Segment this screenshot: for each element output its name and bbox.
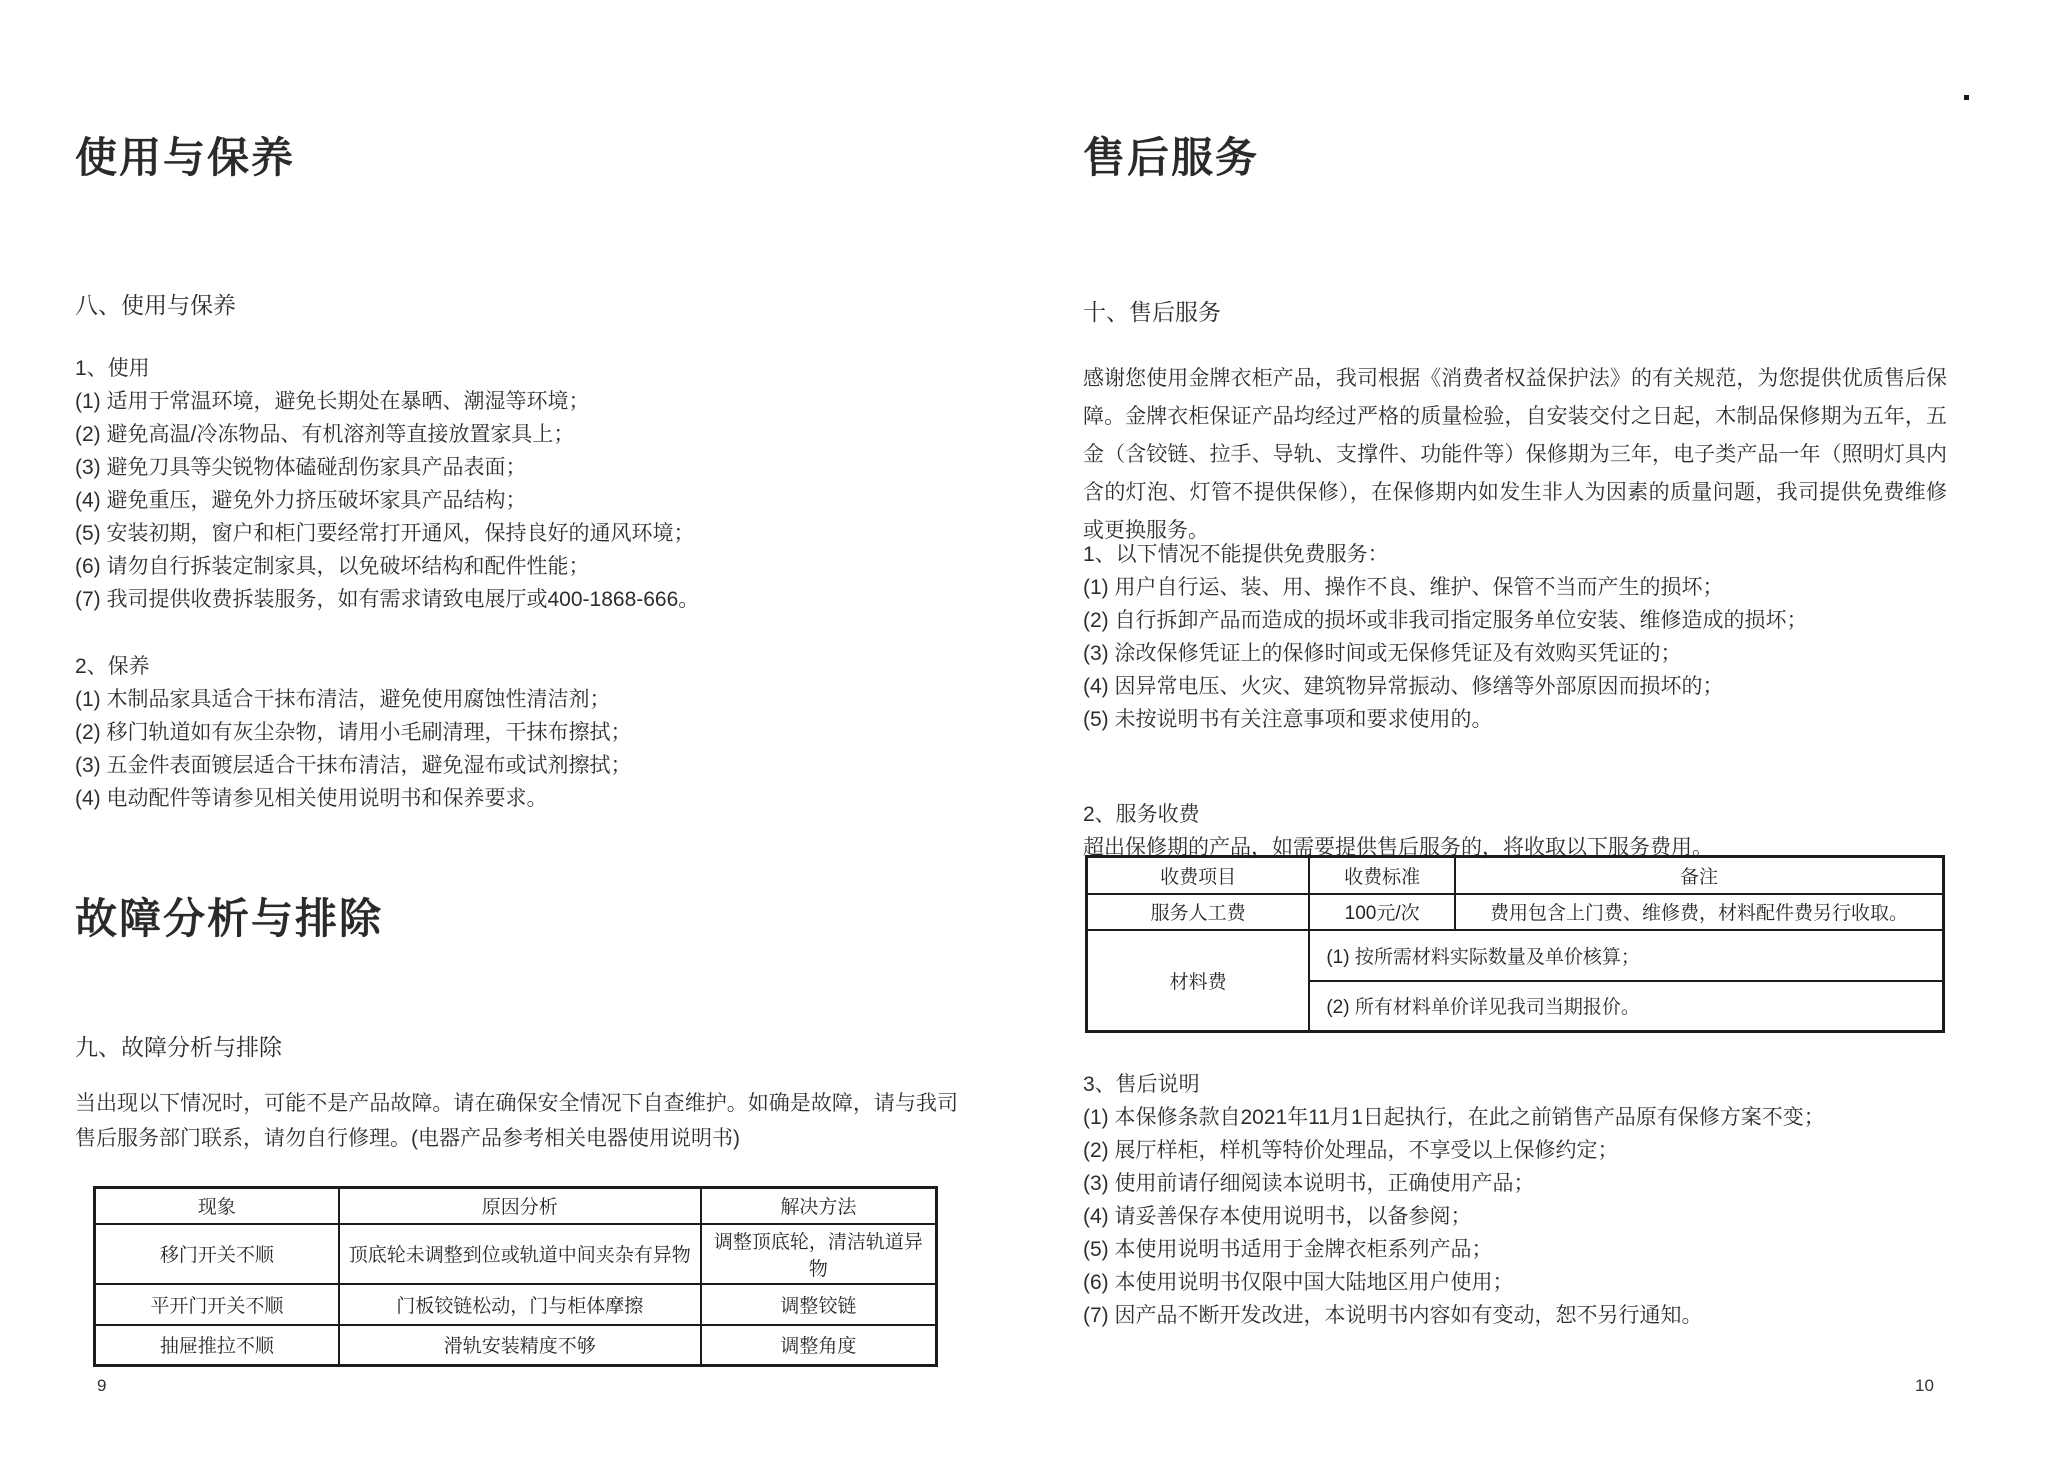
section-heading-10: 十、售后服务 <box>1083 299 1221 325</box>
list-item: (3) 使用前请仔细阅读本说明书，正确使用产品； <box>1083 1172 1535 1195</box>
table-cell: 调整顶底轮，清洁轨道异物 <box>701 1224 937 1284</box>
list-item: (1) 适用于常温环境，避免长期处在暴晒、潮湿等环境； <box>75 390 590 413</box>
table-row <box>1087 894 1944 930</box>
list-item: (4) 避免重压，避免外力挤压破坏家具产品结构； <box>75 489 527 512</box>
list-item: (7) 我司提供收费拆装服务，如有需求请致电展厅或400-1868-666。 <box>75 588 700 611</box>
column-header: 备注 <box>1455 857 1944 894</box>
table-cell: 抽屉推拉不顺 <box>95 1325 339 1366</box>
table-cell: 费用包含上门费、维修费，材料配件费另行收取。 <box>1455 894 1944 930</box>
table-header-row <box>1087 857 1944 894</box>
fee-table <box>1085 855 1945 1033</box>
corner-dot <box>1964 95 1969 100</box>
list-item: (2) 移门轨道如有灰尘杂物，请用小毛刷清理，干抹布擦拭； <box>75 721 632 744</box>
use-list <box>75 352 958 616</box>
free-service-heading: 1、以下情况不能提供免费服务： <box>1083 543 1389 566</box>
table-cell: 移门开关不顺 <box>95 1224 339 1284</box>
use-list-heading: 1、使用 <box>75 357 150 380</box>
list-item: (4) 因异常电压、火灾、建筑物异常振动、修缮等外部原因而损坏的； <box>1083 675 1724 698</box>
table-cell: 顶底轮未调整到位或轨道中间夹杂有异物 <box>339 1224 701 1284</box>
list-item: (2) 展厅样柜，样机等特价处理品，不享受以上保修约定； <box>1083 1139 1619 1162</box>
free-service-list <box>1083 538 1947 736</box>
column-header: 收费标准 <box>1309 857 1455 894</box>
list-item: (5) 未按说明书有关注意事项和要求使用的。 <box>1083 708 1493 731</box>
list-item: (4) 电动配件等请参见相关使用说明书和保养要求。 <box>75 787 548 810</box>
list-item: (1) 本保修条款自2021年11月1日起执行，在此之前销售产品原有保修方案不变； <box>1083 1106 1825 1129</box>
list-item: (7) 因产品不断开发改进，本说明书内容如有变动，恕不另行通知。 <box>1083 1304 1703 1327</box>
column-header: 原因分析 <box>339 1188 701 1224</box>
column-header: 现象 <box>95 1188 339 1224</box>
care-list-heading: 2、保养 <box>75 655 150 678</box>
list-item: (3) 五金件表面镀层适合干抹布清洁，避免湿布或试剂擦拭； <box>75 754 632 777</box>
section-heading-8: 八、使用与保养 <box>75 292 236 318</box>
fee-intro: 超出保修期的产品，如需要提供售后服务的，将收取以下服务费用。 <box>1083 836 1713 859</box>
list-item: (6) 本使用说明书仅限中国大陆地区用户使用； <box>1083 1271 1514 1294</box>
section-heading-9: 九、故障分析与排除 <box>75 1034 282 1060</box>
list-item: (3) 避免刀具等尖锐物体磕碰刮伤家具产品表面； <box>75 456 527 479</box>
list-item: (3) 涂改保修凭证上的保修时间或无保修凭证及有效购买凭证的； <box>1083 642 1682 665</box>
table-row <box>1087 930 1944 981</box>
table-row <box>95 1224 937 1284</box>
list-item: (4) 请妥善保存本使用说明书，以备参阅； <box>1083 1205 1472 1228</box>
list-item: (1) 用户自行运、装、用、操作不良、维护、保管不当而产生的损坏； <box>1083 576 1724 599</box>
page-right <box>1083 0 1947 1464</box>
table-cell: (2) 所有材料单价详见我司当期报价。 <box>1309 981 1943 1032</box>
notes-list <box>1083 1068 1947 1332</box>
table-cell: 滑轨安装精度不够 <box>339 1325 701 1366</box>
table-cell-material-label: 材料费 <box>1087 930 1310 1032</box>
page-number-left: 9 <box>97 1376 107 1395</box>
page-title-after-sales: 售后服务 <box>1083 134 1260 181</box>
page-left <box>75 0 958 1464</box>
page-number-right: 10 <box>1915 1376 1934 1395</box>
care-list <box>75 650 958 815</box>
list-item: (2) 避免高温/冷冻物品、有机溶剂等直接放置家具上； <box>75 423 575 446</box>
list-item: (5) 安装初期，窗户和柜门要经常打开通风，保持良好的通风环境； <box>75 522 695 545</box>
column-header: 解决方法 <box>701 1188 937 1224</box>
table-header-row <box>95 1188 937 1224</box>
troubleshooting-intro: 当出现以下情况时，可能不是产品故障。请在确保安全情况下自查维护。如确是故障，请与我司售后服务部门联系，请勿自行修理。(电器产品参考相关电器使用说明书) <box>75 1092 958 1150</box>
table-row <box>95 1284 937 1325</box>
table-cell: (1) 按所需材料实际数量及单价核算； <box>1309 930 1943 981</box>
troubleshooting-table <box>93 1186 938 1367</box>
table-cell: 门板铰链松动，门与柜体摩擦 <box>339 1284 701 1325</box>
page-title-troubleshooting: 故障分析与排除 <box>75 895 384 942</box>
page-title-use-care: 使用与保养 <box>75 134 296 181</box>
after-sales-intro: 感谢您使用金牌衣柜产品，我司根据《消费者权益保护法》的有关规范，为您提供优质售后保障。金牌衣柜保证产品均经过严格的质量检验，自安装交付之日起，木制品保修期为五年，五金（含铰链、拉手、导轨、支撑件、功能件等）保修期为三年，电子类产品一年（照明灯具内含的灯泡、灯管不提供保修），在保修期内如发生非人为因素的质量问题，我司提供免费维修或更换服务。 <box>1083 367 1947 542</box>
list-item: (1) 木制品家具适合干抹布清洁，避免使用腐蚀性清洁剂； <box>75 688 611 711</box>
table-cell: 服务人工费 <box>1087 894 1310 930</box>
table-row <box>95 1325 937 1366</box>
table-cell: 平开门开关不顺 <box>95 1284 339 1325</box>
notes-heading: 3、售后说明 <box>1083 1073 1200 1096</box>
fee-heading: 2、服务收费 <box>1083 803 1200 826</box>
table-cell: 100元/次 <box>1309 894 1455 930</box>
list-item: (5) 本使用说明书适用于金牌衣柜系列产品； <box>1083 1238 1493 1261</box>
table-cell: 调整角度 <box>701 1325 937 1366</box>
list-item: (6) 请勿自行拆装定制家具，以免破坏结构和配件性能； <box>75 555 590 578</box>
column-header: 收费项目 <box>1087 857 1310 894</box>
list-item: (2) 自行拆卸产品而造成的损坏或非我司指定服务单位安装、维修造成的损坏； <box>1083 609 1808 632</box>
table-cell: 调整铰链 <box>701 1284 937 1325</box>
